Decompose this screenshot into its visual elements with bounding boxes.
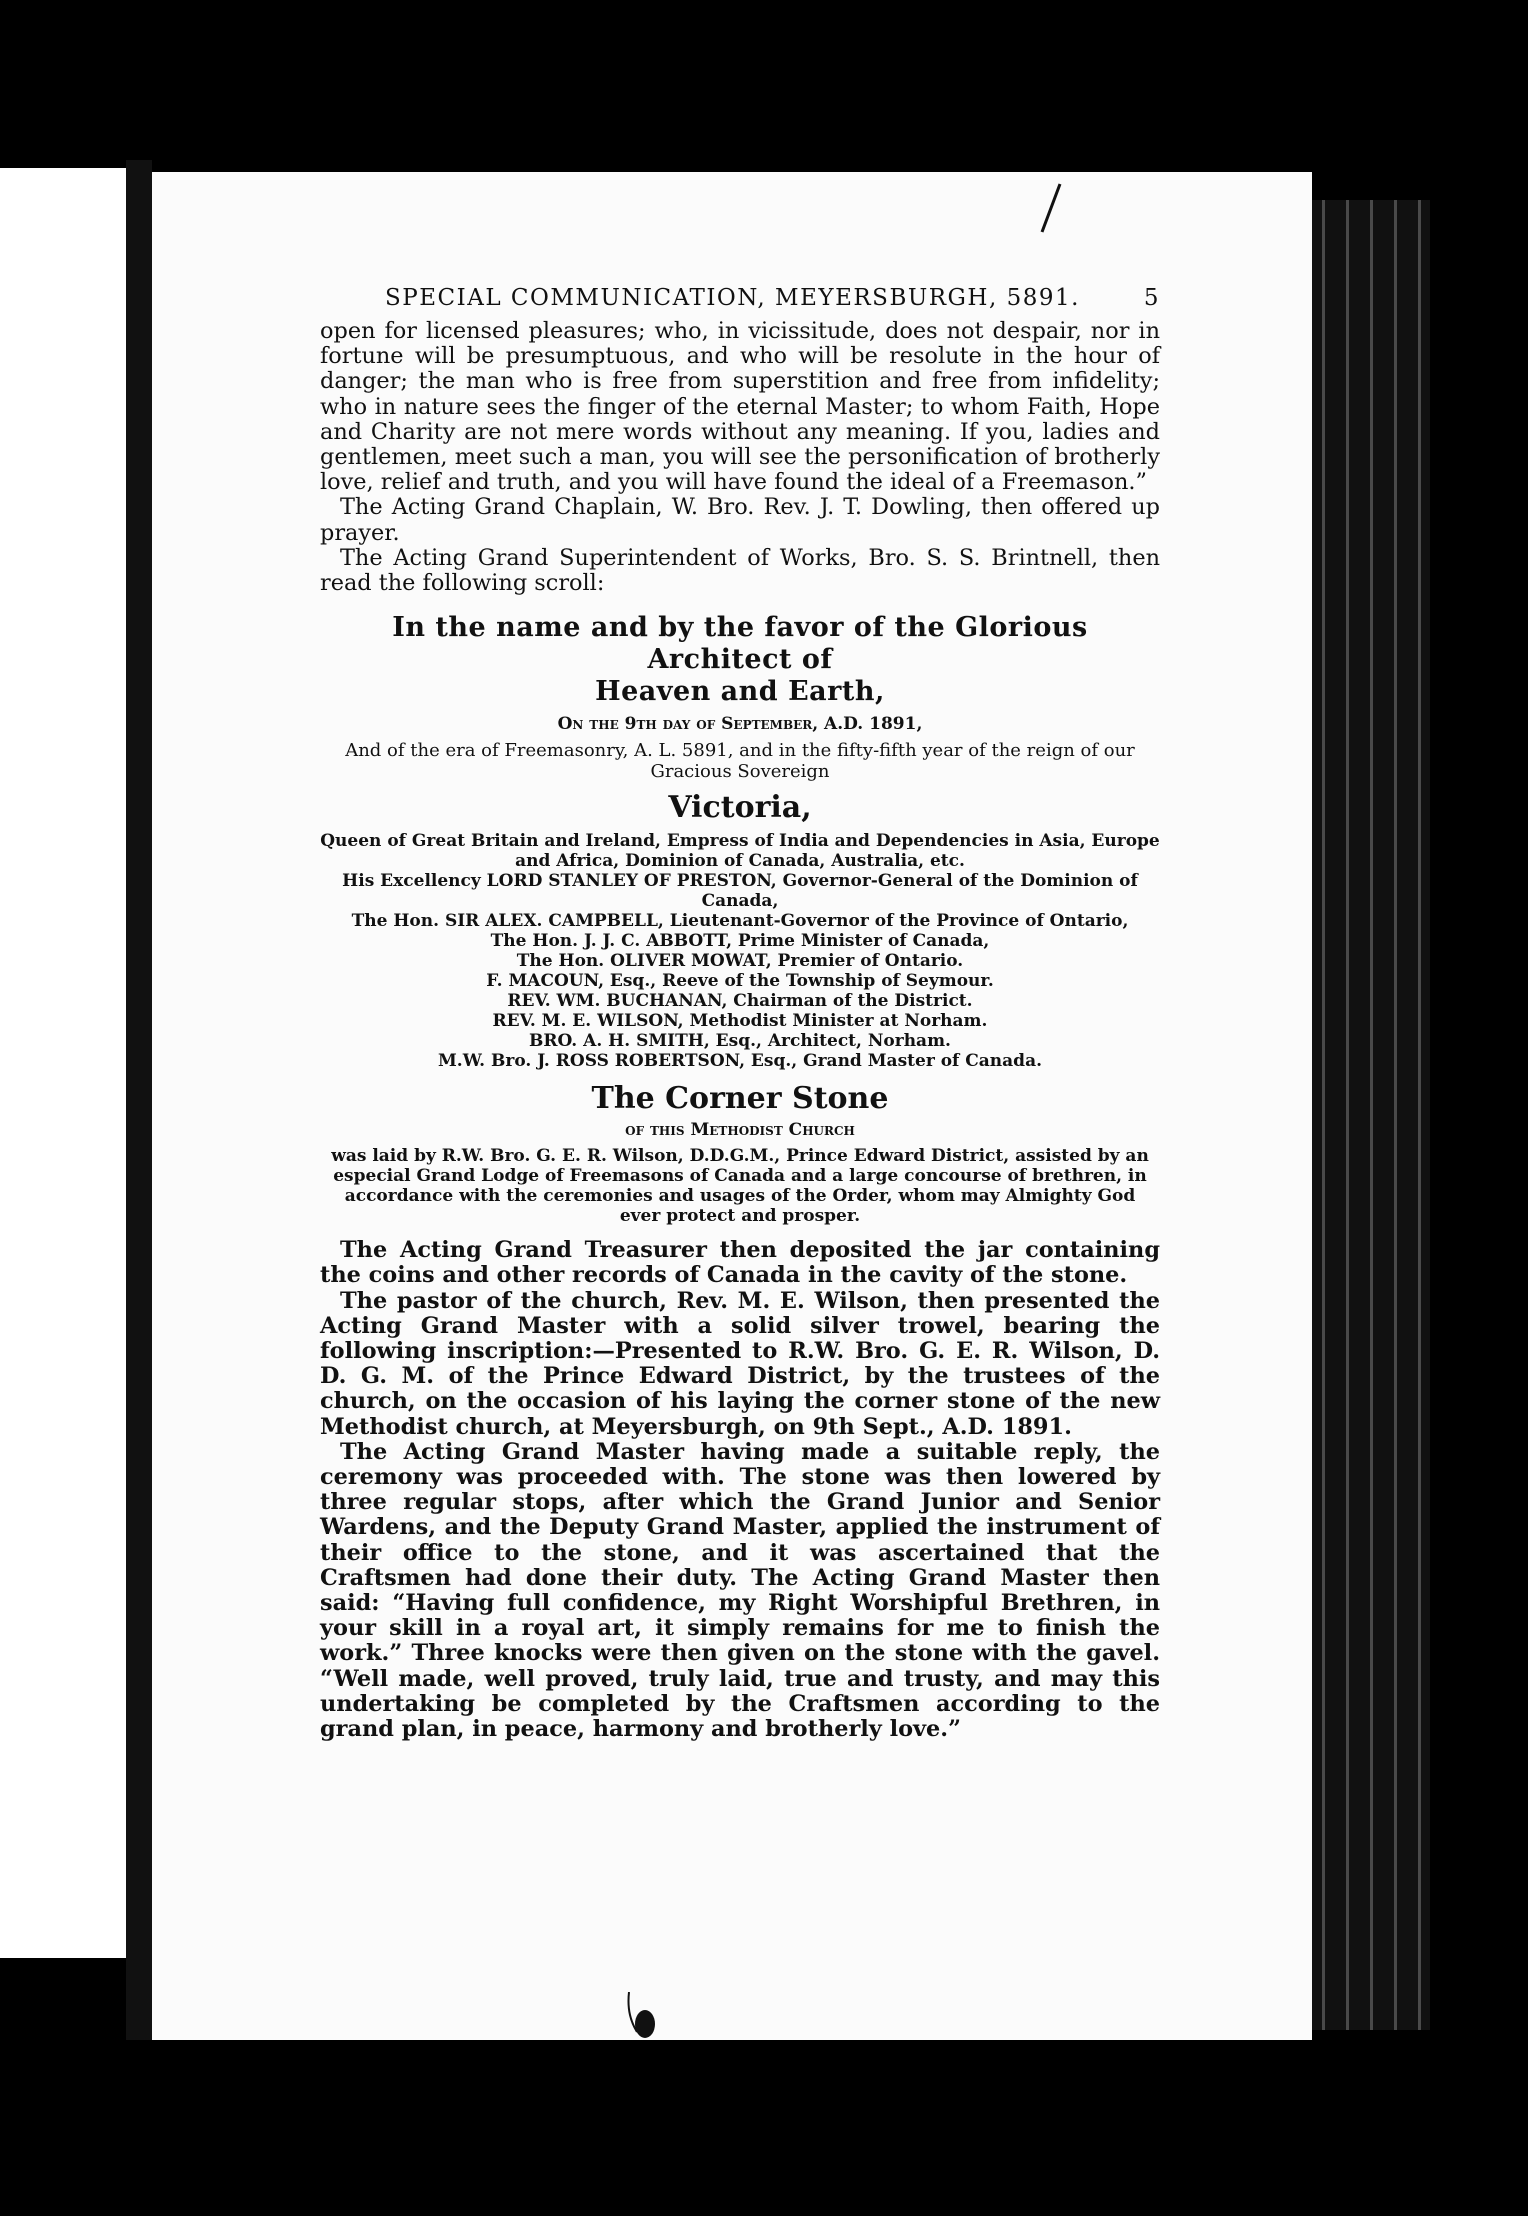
dignitary-line: REV. M. E. WILSON, Methodist Minister at Norham. bbox=[492, 1011, 988, 1032]
ceremony-text bbox=[320, 1238, 1160, 1742]
scroll-date: On the 9th day of September, A.D. 1891, bbox=[557, 714, 923, 735]
book-gutter bbox=[126, 160, 152, 2040]
sovereign-name: Victoria, bbox=[668, 790, 812, 826]
dignitary-line: The Hon. OLIVER MOWAT, Premier of Ontario. bbox=[516, 951, 964, 972]
dignitary-line: His Excellency LORD STANLEY OF PRESTON, Governor-General of the Dominion of Canada, bbox=[342, 871, 1138, 912]
paragraph: The Acting Grand Chaplain, W. Bro. Rev. J. T. Dowling, then offered up prayer. bbox=[320, 494, 1160, 546]
dignitary-line: The Hon. J. J. C. ABBOTT, Prime Minister of Canada, bbox=[490, 931, 990, 952]
corner-stone-heading: The Corner Stone bbox=[591, 1081, 889, 1117]
scroll-era: And of the era of Freemasonry, A. L. 5891, and in the fifty-fifth year of the reign of our Gracious Sovereign bbox=[345, 740, 1135, 783]
dignitary-line: F. MACOUN, Esq., Reeve of the Township of Seymour. bbox=[486, 971, 994, 992]
ink-mark bbox=[1032, 182, 1092, 242]
scroll-heading: Heaven and Earth, bbox=[595, 676, 885, 708]
dignitary-line: Queen of Great Britain and Ireland, Empress of India and Dependencies in Asia, Europe and Africa, Dominion of Canada, Australia, etc. bbox=[320, 831, 1160, 872]
paragraph: The pastor of the church, Rev. M. E. Wilson, then presented the Acting Grand Master with a solid silver trowel, bearing the following inscription:—Presented to R.W. Bro. G. E. R. Wilson, D. D. G. M. of the Prince Edward District, by the trustees of the church, on the occasion of his laying the corner stone of the new Methodist church, at Meyersburgh, on 9th Sept., A.D. 1891. bbox=[320, 1287, 1160, 1440]
running-title: SPECIAL COMMUNICATION, MEYERSBURGH, 5891. bbox=[385, 285, 1080, 311]
paragraph: The Acting Grand Treasurer then deposited the jar containing the coins and other records of Canada in the cavity of the stone. bbox=[320, 1237, 1160, 1289]
paragraph: The Acting Grand Master having made a suitable reply, the ceremony was proceeded with. The stone was then lowered by three regular stops, after which the Grand Junior and Senior Wardens, and the Deputy Grand Master, applied the instrument of their office to the stone, and it was ascertained that the Craftsmen had done their duty. The Acting Grand Master then said: “Having full confidence, my Right Worshipful Brethren, in your skill in a royal art, it simply remains for me to finish the work.” Three knocks were then given on the stone with the gavel. “Well made, well proved, truly laid, true and trusty, and may this undertaking be completed by the Craftsmen according to the grand plan, in peace, harmony and brotherly love.” bbox=[320, 1438, 1160, 1743]
scroll-heading: In the name and by the favor of the Glorious Architect of bbox=[392, 612, 1088, 676]
paragraph: The Acting Grand Superintendent of Works, Bro. S. S. Brintnell, then read the following scroll: bbox=[320, 544, 1160, 597]
ink-blot bbox=[617, 1992, 677, 2040]
paragraph: open for licensed pleasures; who, in vicissitude, does not despair, nor in fortune will be presumptuous, and who will be resolute in the hour of danger; the man who is free from superstition and free from infidelity; who in nature sees the finger of the eternal Master; to whom Faith, Hope and Charity are not mere words without any meaning. If you, ladies and gentlemen, meet such a man, you will see the personification of brotherly love, relief and truth, and you will have found the ideal of a Freemason.” bbox=[320, 318, 1160, 496]
page-number: 5 bbox=[1143, 285, 1160, 311]
dignitary-line: BRO. A. H. SMITH, Esq., Architect, Norham. bbox=[529, 1031, 951, 1052]
page-content bbox=[320, 285, 1160, 1742]
facing-page-edge bbox=[0, 168, 128, 1958]
dignitary-line: M.W. Bro. J. ROSS ROBERTSON, Esq., Grand Master of Canada. bbox=[437, 1051, 1042, 1072]
church-line: of this Methodist Church bbox=[625, 1120, 855, 1141]
scroll-text bbox=[320, 612, 1160, 1226]
dedication-text: was laid by R.W. Bro. G. E. R. Wilson, D.D.G.M., Prince Edward District, assisted by an especial Grand Lodge of Freemasons of Canada and a large concourse of brethren, in accordance with the ceremonies and usages of the Order, whom may Almighty God ever protect and prosper. bbox=[331, 1146, 1149, 1227]
dignitary-line: The Hon. SIR ALEX. CAMPBELL, Lieutenant-Governor of the Province of Ontario, bbox=[351, 911, 1129, 932]
dignitary-line: REV. WM. BUCHANAN, Chairman of the District. bbox=[507, 991, 973, 1012]
running-header bbox=[385, 285, 1160, 311]
page-stack-edge bbox=[1312, 200, 1430, 2030]
